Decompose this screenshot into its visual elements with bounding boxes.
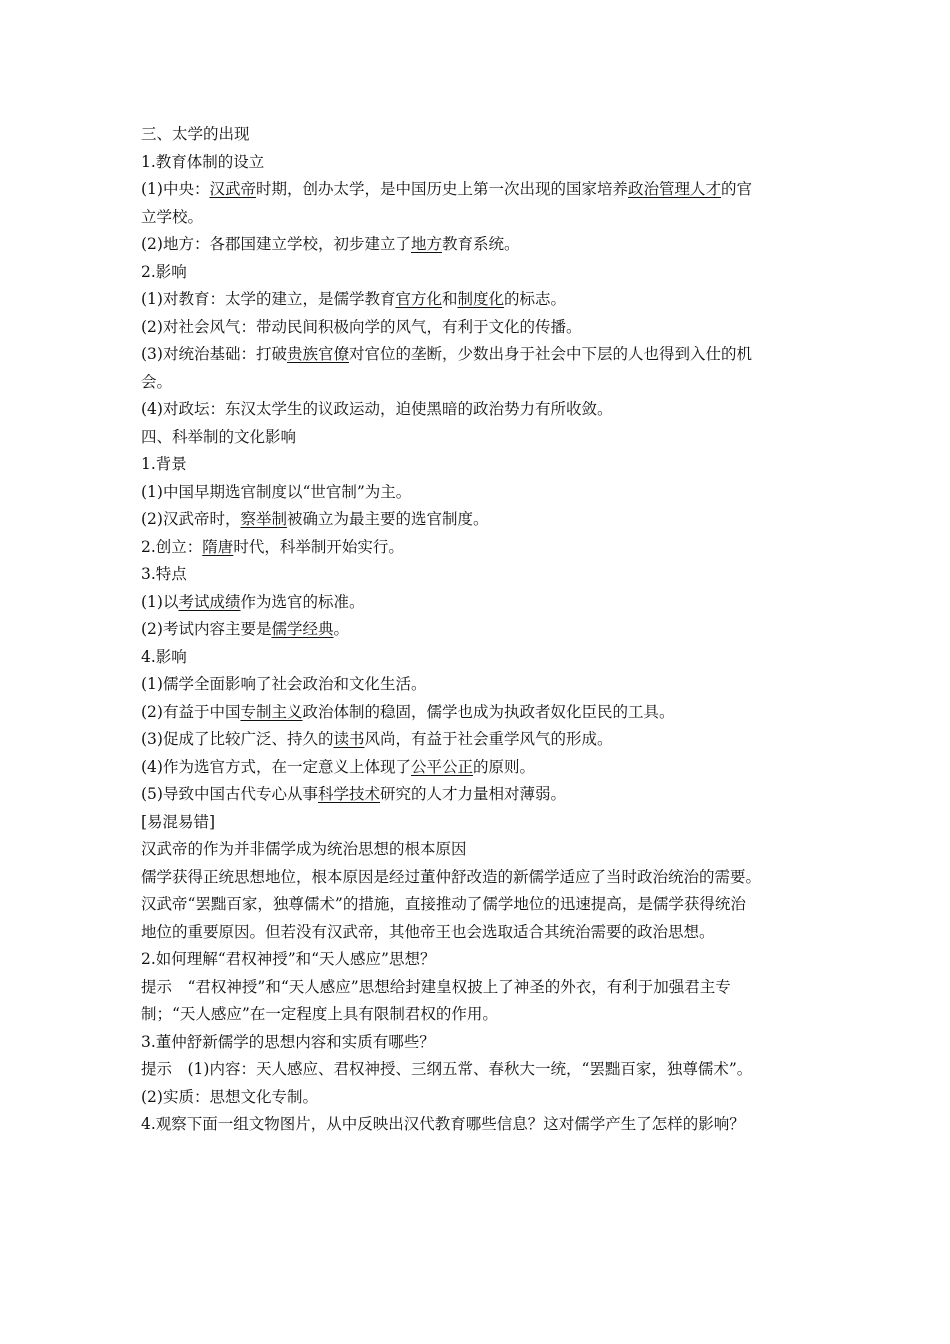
text-segment: 对官位的垄断，少数出身于社会中下层的人也得到入仕的机 xyxy=(348,345,752,363)
underlined-term: 地方 xyxy=(410,235,442,253)
text-segment: [易混易错] xyxy=(141,812,216,831)
underlined-term: 专制主义 xyxy=(240,702,303,721)
text-segment: 作为选官的标准。 xyxy=(240,592,365,611)
text-line xyxy=(141,204,831,232)
text-line xyxy=(141,1111,831,1139)
underlined-term: 公平公正 xyxy=(410,757,473,776)
text-line xyxy=(141,1001,831,1029)
text-segment: (1)中央： xyxy=(141,180,210,198)
text-segment: (5)导致中国古代专心从事 xyxy=(141,785,318,803)
text-line xyxy=(141,341,831,369)
text-segment: 和 xyxy=(441,290,458,308)
text-line xyxy=(141,946,831,974)
text-segment: (4)对政坛：东汉太学生的议政运动，迫使黑暗的政治势力有所收敛。 xyxy=(141,400,613,418)
text-line xyxy=(141,259,831,287)
text-segment: (2)地方：各郡国建立学校，初步建立了 xyxy=(141,235,411,253)
text-segment: 3.董仲舒新儒学的思想内容和实质有哪些？ xyxy=(141,1032,435,1051)
underlined-term: 官方化 xyxy=(395,290,442,308)
text-line xyxy=(141,506,831,534)
text-line xyxy=(141,396,831,424)
text-line xyxy=(141,726,831,754)
text-line xyxy=(141,919,831,947)
underlined-term: 汉武帝 xyxy=(209,180,256,198)
text-segment: 政治体制的稳固，儒学也成为执政者奴化臣民的工具。 xyxy=(302,702,675,721)
text-segment: (3)对统治基础：打破 xyxy=(141,345,287,363)
text-segment: (2)考试内容主要是 xyxy=(141,620,272,638)
text-segment: 会。 xyxy=(141,372,173,391)
text-segment: 2.影响 xyxy=(141,262,187,281)
text-line xyxy=(141,1084,831,1112)
text-line xyxy=(141,149,831,177)
text-segment: (3)促成了比较广泛、持久的 xyxy=(141,730,334,748)
text-segment: 制；“天人感应”在一定程度上具有限制君权的作用。 xyxy=(141,1005,498,1023)
text-line xyxy=(141,974,831,1002)
text-line xyxy=(141,809,831,837)
document-body xyxy=(141,121,831,1139)
text-segment: 汉武帝“罢黜百家，独尊儒术”的措施，直接推动了儒学地位的迅速提高，是儒学获得统治 xyxy=(141,895,746,913)
text-segment: 儒学获得正统思想地位，根本原因是经过董仲舒改造的新儒学适应了当时政治统治的需要。 xyxy=(141,867,762,886)
text-line xyxy=(141,561,831,589)
text-segment: 1.教育体制的设立 xyxy=(141,152,265,171)
text-segment: 被确立为最主要的选官制度。 xyxy=(286,510,489,528)
text-segment: 3.特点 xyxy=(141,565,187,583)
text-segment: (1)以 xyxy=(141,592,179,611)
text-segment: 教育系统。 xyxy=(441,235,520,253)
underlined-term: 政治管理人才 xyxy=(628,180,722,198)
text-segment: (2)汉武帝时， xyxy=(141,510,241,528)
text-line xyxy=(141,231,831,259)
text-segment: 2.创立： xyxy=(141,537,203,556)
text-segment: 。 xyxy=(333,620,349,638)
text-segment: (1)中国早期选官制度以“世官制”为主。 xyxy=(141,482,412,501)
underlined-term: 贵族官僚 xyxy=(286,345,349,363)
text-line xyxy=(141,781,831,809)
text-segment: 时代，科举制开始实行。 xyxy=(233,537,404,556)
text-segment: 研究的人才力量相对薄弱。 xyxy=(379,785,566,803)
underlined-term: 制度化 xyxy=(457,290,505,308)
text-segment: 的原则。 xyxy=(472,757,535,776)
text-line xyxy=(141,754,831,782)
text-segment: 1.背景 xyxy=(141,455,187,473)
text-segment: 风尚，有益于社会重学风气的形成。 xyxy=(364,730,613,748)
text-segment: 的标志。 xyxy=(504,290,567,308)
text-line xyxy=(141,1029,831,1057)
text-segment: 提示 “君权神授”和“天人感应”思想给封建皇权披上了神圣的外衣，有利于加强君主专 xyxy=(141,977,731,996)
text-line xyxy=(141,589,831,617)
text-line xyxy=(141,644,831,672)
text-line xyxy=(141,534,831,562)
text-segment: (2)实质：思想文化专制。 xyxy=(141,1087,318,1106)
text-line xyxy=(141,479,831,507)
text-segment: (4)作为选官方式，在一定意义上体现了 xyxy=(141,757,411,776)
text-line xyxy=(141,176,831,204)
text-line xyxy=(141,699,831,727)
text-line xyxy=(141,616,831,644)
text-line xyxy=(141,424,831,452)
text-line xyxy=(141,671,831,699)
underlined-term: 科学技术 xyxy=(317,785,380,803)
underlined-term: 察举制 xyxy=(240,510,287,528)
text-segment: 三、太学的出现 xyxy=(141,125,250,143)
text-segment: (2)对社会风气：带动民间积极向学的风气，有利于文化的传播。 xyxy=(141,317,582,336)
text-line xyxy=(141,314,831,342)
underlined-term: 考试成绩 xyxy=(178,592,241,611)
text-segment: (1)对教育：太学的建立，是儒学教育 xyxy=(141,290,396,308)
text-segment: 立学校。 xyxy=(141,207,204,226)
text-segment: (2)有益于中国 xyxy=(141,702,241,721)
text-segment: 提示 (1)内容：天人感应、君权神授、三纲五常、春秋大一统，“罢黜百家，独尊儒术”。 xyxy=(141,1060,753,1078)
text-line xyxy=(141,836,831,864)
underlined-term: 儒学经典 xyxy=(271,620,334,638)
underlined-term: 读书 xyxy=(333,730,365,748)
text-segment: 地位的重要原因。但若没有汉武帝，其他帝王也会选取适合其统治需要的政治思想。 xyxy=(141,922,715,941)
text-segment: 时期，创办太学，是中国历史上第一次出现的国家培养 xyxy=(255,180,628,198)
text-segment: 汉武帝的作为并非儒学成为统治思想的根本原因 xyxy=(141,840,467,858)
text-line xyxy=(141,369,831,397)
text-line xyxy=(141,121,831,149)
text-line xyxy=(141,451,831,479)
underlined-term: 隋唐 xyxy=(202,537,234,556)
text-segment: 四、科举制的文化影响 xyxy=(141,427,297,446)
text-segment: 的官 xyxy=(721,180,753,198)
text-line xyxy=(141,891,831,919)
text-line xyxy=(141,864,831,892)
text-segment: 4.影响 xyxy=(141,647,187,666)
text-line xyxy=(141,1056,831,1084)
text-segment: 4.观察下面一组文物图片，从中反映出汉代教育哪些信息？这对儒学产生了怎样的影响？ xyxy=(141,1115,745,1133)
text-line xyxy=(141,286,831,314)
text-segment: 2.如何理解“君权神授”和“天人感应”思想？ xyxy=(141,950,436,968)
text-segment: (1)儒学全面影响了社会政治和文化生活。 xyxy=(141,675,427,693)
